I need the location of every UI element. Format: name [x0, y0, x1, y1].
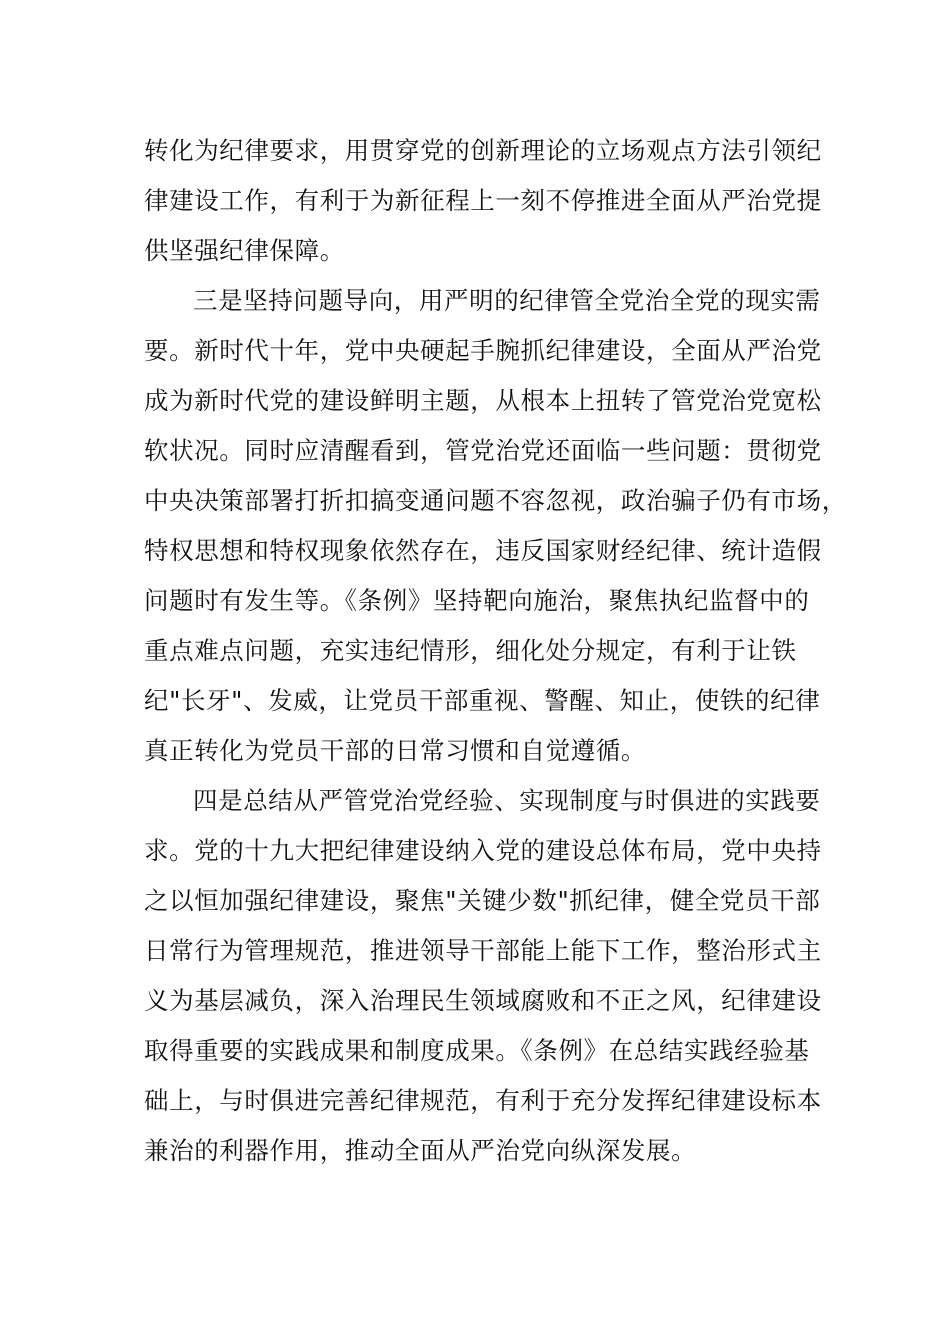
text-line: 础上，与时俱进完善纪律规范，有利于充分发挥纪律建设标本 — [144, 1086, 822, 1115]
text-line: 重点难点问题，充实违纪情形，细化处分规定，有利于让铁 — [144, 636, 797, 665]
text-line: 转化为纪律要求，用贯穿党的创新理论的立场观点方法引领纪 — [144, 136, 822, 165]
text-line: 之以恒加强纪律建设，聚焦"关键少数"抓纪律，健全党员干部 — [144, 886, 821, 915]
text-line: 纪"长牙"、发威，让党员干部重视、警醒、知止，使铁的纪律 — [144, 686, 821, 715]
text-line: 真正转化为党员干部的日常习惯和自觉遵循。 — [144, 736, 646, 765]
text-line: 四是总结从严管党治党经验、实现制度与时俱进的实践要 — [193, 786, 821, 815]
text-line: 软状况。同时应清醒看到，管党治党还面临一些问题：贯彻党 — [144, 436, 822, 465]
text-line: 成为新时代党的建设鲜明主题，从根本上扭转了管党治党宽松 — [144, 386, 822, 415]
text-line: 义为基层减负，深入治理民生领域腐败和不正之风，纪律建设 — [144, 986, 822, 1015]
paragraph-2 — [144, 276, 847, 776]
text-line: 取得重要的实践成果和制度成果。《条例》在总结实践经验基 — [144, 1036, 810, 1065]
text-line: 三是坚持问题导向，用严明的纪律管全党治全党的现实需 — [193, 286, 821, 315]
text-line: 律建设工作，有利于为新征程上一刻不停推进全面从严治党提 — [144, 186, 822, 215]
paragraph-3 — [144, 776, 822, 1176]
text-line: 兼治的利器作用，推动全面从严治党向纵深发展。 — [144, 1136, 697, 1165]
document-body — [144, 126, 847, 1176]
text-line: 日常行为管理规范，推进领导干部能上能下工作，整治形式主 — [144, 936, 822, 965]
text-line: 中央决策部署打折扣搞变通问题不容忽视，政治骗子仍有市场， — [144, 486, 847, 515]
paragraph-1 — [144, 126, 822, 276]
text-line: 问题时有发生等。《条例》坚持靶向施治，聚焦执纪监督中的 — [144, 586, 810, 615]
text-line: 求。党的十九大把纪律建设纳入党的建设总体布局，党中央持 — [144, 836, 822, 865]
text-line: 要。新时代十年，党中央硬起手腕抓纪律建设，全面从严治党 — [144, 336, 822, 365]
text-line: 特权思想和特权现象依然存在，违反国家财经纪律、统计造假 — [144, 536, 822, 565]
text-line: 供坚强纪律保障。 — [144, 236, 345, 265]
